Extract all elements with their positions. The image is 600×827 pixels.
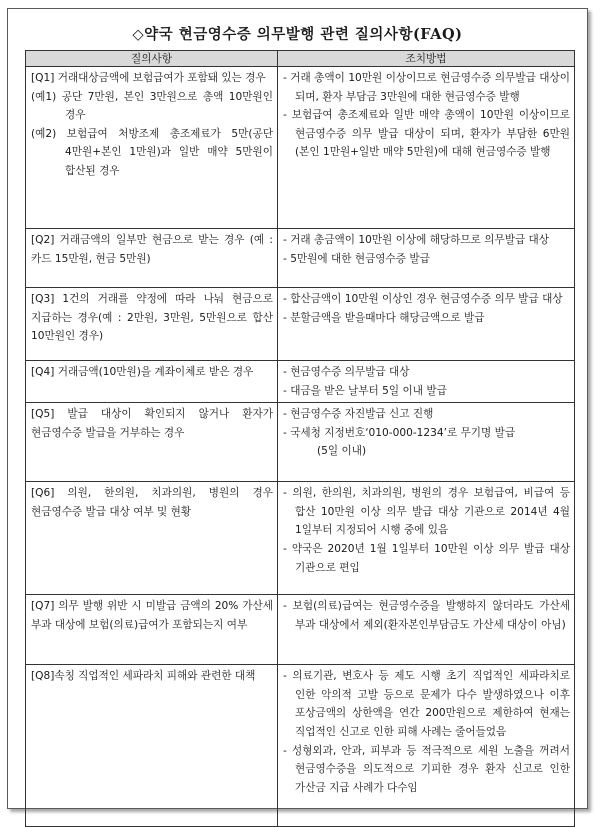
question-text: [Q1] 거래대상금액에 보험급여가 포함돼 있는 경우 — [31, 72, 266, 84]
question-cell — [26, 665, 278, 827]
action-cell — [278, 229, 575, 288]
question-example: (예2) 보험급여 처방조제 총조제료가 5만(공단 4만원+본인 1만원)과 일반 매약 5만원이 합산된 경우 — [31, 127, 273, 177]
table-row — [26, 665, 575, 827]
question-cell — [26, 595, 278, 665]
table-row — [26, 67, 575, 229]
question-cell — [26, 482, 278, 595]
action-item: - 보험(의료)급여는 현금영수증을 발행하지 않더라도 가산세 부과 대상에서 제외(환자본인부담금도 가산세 대상이 아님) — [283, 600, 570, 631]
question-cell — [26, 67, 278, 229]
action-item: - 보험급여 총조제료와 일반 매약 총액이 10만원 이상이므로 현금영수증 의무 발급 대상이 되며, 환자가 부담한 6만원(본인 1만원+일반 매약 5만원)에 대해 현금영수증 발행 — [283, 109, 570, 159]
question-text: [Q6] 의원, 한의원, 치과의원, 병원의 경우 현금영수증 발급 대상 여부 및 현황 — [31, 487, 273, 518]
action-cell — [278, 665, 575, 827]
action-cell — [278, 288, 575, 361]
action-item: - 분할금액을 받을때마다 해당금액으로 발급 — [283, 311, 485, 324]
action-item-note: (5일 이내) — [317, 445, 367, 458]
action-cell — [278, 67, 575, 229]
action-item: - 성형외과, 안과, 피부과 등 적극적으로 세원 노출을 꺼려서 현금영수증을 의도적으로 기피한 경우 환자 신고로 인한 가산금 지급 사례가 다수임 — [283, 744, 570, 794]
question-cell — [26, 229, 278, 288]
question-text: [Q2] 거래금액의 일부만 현금으로 받는 경우 (예 : 카드 15만원, 현금 5만원) — [31, 234, 273, 265]
question-text: [Q7] 의무 발행 위반 시 미발급 금액의 20% 가산세 부과 대상에 보험(의료)급여가 포함되는지 여부 — [31, 600, 273, 631]
action-item: - 현금영수증 의무발급 대상 — [283, 366, 410, 378]
question-cell — [26, 361, 278, 403]
question-text: [Q5] 발급 대상이 확인되지 않거나 환자가 현금영수증 발급을 거부하는 경우 — [31, 408, 273, 439]
action-item: - 약국은 2020년 1월 1일부터 10만원 이상 의무 발급 대상 기관으로 편입 — [283, 542, 570, 574]
table-row — [26, 482, 575, 595]
table-header-row — [26, 51, 575, 67]
header-question: 질의사항 — [26, 51, 278, 67]
question-text: [Q8]속칭 직업적인 세파라치 피해와 관련한 대책 — [31, 670, 256, 683]
action-item: - 국세청 지정번호‘010-000-1234’로 무기명 발급 — [283, 426, 516, 439]
action-item: - 합산금액이 10만원 이상인 경우 현금영수증 의무 발급 대상 — [283, 293, 563, 305]
table-row — [26, 229, 575, 288]
action-item: - 현금영수증 자진발급 신고 진행 — [283, 408, 434, 421]
table-row — [26, 403, 575, 482]
faq-document-frame — [7, 8, 588, 809]
action-cell — [278, 361, 575, 403]
action-item: - 5만원에 대한 현금영수증 발급 — [283, 252, 430, 265]
question-example: (예1) 공단 7만원, 본인 3만원으로 총액 10만원인 경우 — [31, 90, 273, 122]
faq-table — [25, 50, 575, 827]
action-item: - 거래 총금액이 10만원 이상에 해당하므로 의무발급 대상 — [283, 234, 550, 246]
header-action: 조치방법 — [278, 51, 575, 67]
action-item: - 의료기관, 변호사 등 제도 시행 초기 직업적인 세파라치로 인한 악의적 고발 등으로 문제가 다수 발생하였으나 이후 포상금액의 상한액을 연간 200만원으로 제한하여 현재는 직업적인 신고로 인한 피해 사례는 줄어들었음 — [283, 670, 570, 738]
table-row — [26, 361, 575, 403]
action-item: - 대금을 받은 날부터 5일 이내 발급 — [283, 384, 447, 397]
action-item: - 의원, 한의원, 치과의원, 병원의 경우 보험급여, 비급여 등 합산 10만원 이상 의무 발급 대상 기관으로 2014년 4월 1일부터 지정되어 시행 중에 있음 — [283, 487, 570, 537]
question-cell — [26, 288, 278, 361]
question-text: [Q3] 1건의 거래를 약정에 따라 나눠 현금으로 지급하는 경우(예 : 2만원, 3만원, 5만원으로 합산 10만원인 경우) — [31, 293, 273, 343]
action-item: - 거래 총액이 10만원 이상이므로 현금영수증 의무발급 대상이 되며, 환자 부담금 3만원에 대한 현금영수증 발행 — [283, 72, 570, 103]
table-row — [26, 595, 575, 665]
action-cell — [278, 595, 575, 665]
question-text: [Q4] 거래금액(10만원)을 계좌이체로 받은 경우 — [31, 366, 254, 378]
table-row — [26, 288, 575, 361]
question-cell — [26, 403, 278, 482]
action-cell — [278, 482, 575, 595]
document-title: ◇약국 현금영수증 의무발행 관련 질의사항(FAQ) — [132, 26, 463, 43]
action-cell — [278, 403, 575, 482]
